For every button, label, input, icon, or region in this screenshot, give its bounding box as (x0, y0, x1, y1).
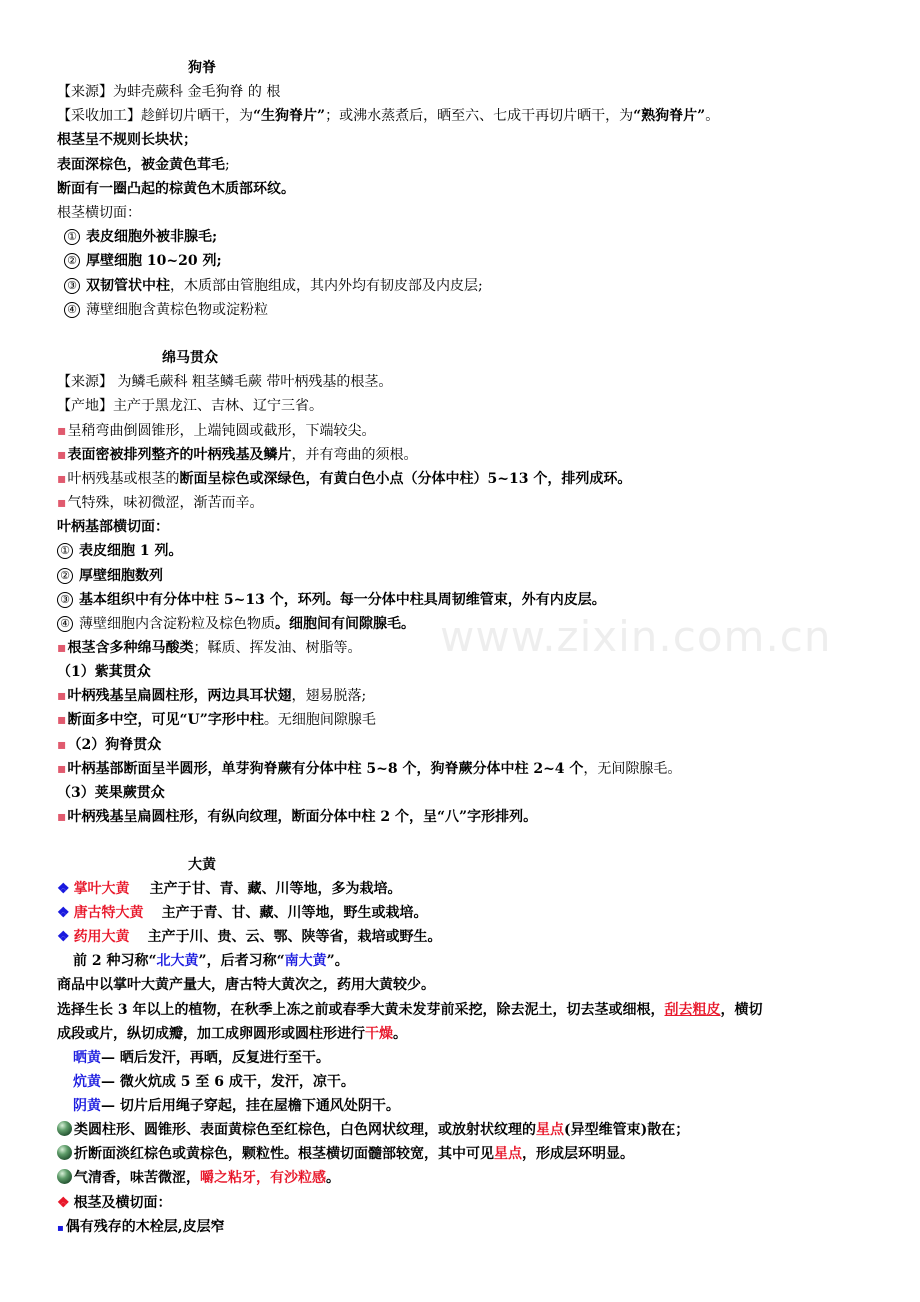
text: 基本组织中有分体中柱 5~13 个，环列。每一分体中柱具周韧维管束，外有内皮层。 (79, 592, 606, 608)
sphere-bullet-icon (57, 1121, 72, 1136)
watermark: www.zixin.com.cn (440, 612, 832, 661)
text: — 切片后用绳子穿起，挂在屋檐下通风处阴干。 (101, 1098, 400, 1114)
term: “生狗脊片” (253, 108, 326, 124)
text: 根茎含多种绵马酸类 (67, 640, 194, 656)
goji-shape-line: 根茎呈不规则长块状； (57, 132, 197, 148)
label: 【来源】 (57, 84, 113, 100)
bullet-icon: ▪ (57, 712, 67, 728)
text: 厚壁细胞数列 (79, 568, 163, 584)
bullet-icon: ▪ (57, 737, 67, 753)
bullet-icon: ▪ (57, 471, 67, 487)
sphere-bullet-icon (57, 1145, 72, 1160)
sphere-bullet-icon (57, 1169, 72, 1184)
mianma-item-4 (57, 614, 415, 634)
bullet-icon: ▪ (57, 423, 67, 439)
bullet-icon: ▪ (57, 688, 67, 704)
term: 干燥 (365, 1026, 393, 1042)
text: 。细胞间有间隙腺毛。 (275, 616, 415, 632)
text: 类圆柱形、圆锥形、表面黄棕色至红棕色，白色网状纹理，或放射状纹理的 (74, 1122, 536, 1138)
text: 选择生长 3 年以上的植物，在秋季上冻之前或春季大黄未发芽前采挖，除去泥土，切去茎或细根， (57, 1002, 665, 1018)
species-name: 唐古特大黄 (73, 905, 144, 921)
section-title-goji: 狗脊 (188, 60, 216, 76)
term: “熟狗脊片” (633, 108, 706, 124)
text: 。 (326, 1170, 340, 1186)
label: 【产地】 (57, 398, 113, 414)
diamond-bullet-icon: ❖ (57, 929, 70, 945)
text: 成段或片，纵切成瓣，加工成卵圆形或圆柱形进行 (57, 1026, 365, 1042)
mianma-bullet-8 (57, 759, 681, 779)
text: 主产于川、贵、云、鄂、陕等省，栽培或野生。 (147, 929, 442, 945)
text: 表面密被排列整齐的叶柄残基及鳞片 (67, 447, 292, 463)
dahuang-drying-3 (73, 1096, 400, 1116)
square-bullet-icon: ▪ (57, 1223, 64, 1234)
text: 呈稍弯曲倒圆锥形，上端钝圆或截形，下端较尖。 (67, 423, 376, 439)
text: 主产于青、甘、藏、川等地，野生或栽培。 (161, 905, 428, 921)
mianma-origin-line (57, 396, 323, 416)
term: 炕黄 (73, 1074, 101, 1090)
circled-number: ④ (64, 302, 80, 318)
text: 双韧管状中柱 (86, 278, 170, 294)
text: 表皮细胞 1 列。 (79, 543, 183, 559)
text: 断面呈棕色或深绿色，有黄白色小点（分体中柱）5~13 个，排列成环。 (179, 471, 632, 487)
text: ; (225, 157, 230, 173)
text: (异型维管束)散在； (564, 1122, 690, 1138)
text: ，无间隙腺毛。 (583, 761, 682, 777)
goji-cross-section-title: 根茎横切面： (57, 205, 141, 221)
text: ”。 (326, 953, 349, 969)
circled-number: ① (57, 543, 73, 559)
text: ，并有弯曲的须根。 (291, 447, 418, 463)
bullet-icon: ▪ (57, 640, 67, 656)
term: 南大黄 (284, 953, 327, 969)
term: 刮去粗皮 (664, 1002, 721, 1018)
term: 星点 (536, 1122, 564, 1138)
text: （2）狗脊贯众 (67, 737, 162, 753)
diamond-bullet-icon: ❖ (57, 1195, 70, 1211)
mianma-bullet-3 (57, 469, 631, 489)
mianma-item-3 (57, 590, 606, 610)
term: 北大黄 (156, 953, 199, 969)
text: 叶柄基部断面呈半圆形，单芽狗脊蕨有分体中柱 5~8 个，狗脊蕨分体中柱 2~4 个 (67, 761, 584, 777)
text: 趁鲜切片晒干，为 (141, 108, 253, 124)
mianma-bullet-4 (57, 493, 264, 513)
dahuang-species-3 (57, 927, 442, 947)
goji-item-3 (64, 276, 483, 296)
label: 【来源】 (57, 374, 113, 390)
species-name: 掌叶大黄 (73, 881, 130, 897)
text: 表面深棕色，被金黄色茸毛 (57, 157, 225, 173)
text: 气清香，味苦微涩， (74, 1170, 200, 1186)
goji-surface-line (57, 155, 230, 175)
text: ；鞣质、挥发油、树脂等。 (193, 640, 362, 656)
goji-item-2 (64, 251, 222, 271)
dahuang-naming-line (73, 951, 349, 971)
goji-source-line (57, 82, 280, 102)
mianma-bullet-7 (57, 710, 376, 730)
term: 星点 (494, 1146, 522, 1162)
text: 。无细胞间隙腺毛 (263, 712, 376, 728)
text: 薄壁细胞含黄棕色物或淀粉粒 (86, 302, 268, 318)
text: 断面多中空，可见“U”字形中柱 (67, 712, 264, 728)
dahuang-harvest-line-1 (57, 1000, 763, 1020)
text: 。 (705, 108, 720, 124)
text: 为鳞毛蕨科 粗茎鳞毛蕨 带叶柄残基的根茎。 (113, 374, 393, 390)
text: 气特殊，味初微涩，渐苦而辛。 (67, 495, 264, 511)
text: 。 (393, 1026, 407, 1042)
mianma-source-line (57, 372, 392, 392)
dahuang-feature-2 (57, 1144, 634, 1164)
dahuang-cross-section-item (57, 1217, 225, 1239)
circled-number: ② (57, 568, 73, 584)
dahuang-feature-3 (57, 1168, 340, 1188)
text: ，横切 (720, 1002, 763, 1018)
mianma-bullet-5 (57, 638, 362, 658)
mianma-bullet-2 (57, 445, 418, 465)
bullet-icon: ▪ (57, 495, 67, 511)
dahuang-production-line: 商品中以掌叶大黄产量大，唐古特大黄次之，药用大黄较少。 (57, 977, 435, 993)
goji-item-4 (64, 300, 268, 320)
diamond-bullet-icon: ❖ (57, 881, 70, 897)
goji-processing-line (57, 106, 719, 126)
subsection-jiaguojueguanzhong: （3）荚果蕨贯众 (57, 785, 165, 801)
subsection-zijiguanzhong: （1）紫萁贯众 (57, 664, 151, 680)
term: 阴黄 (73, 1098, 101, 1114)
text: ，翅易脱落; (291, 688, 367, 704)
text: 根茎及横切面： (73, 1195, 172, 1211)
dahuang-species-2 (57, 903, 428, 923)
text: 厚壁细胞 10~20 列; (86, 253, 222, 269)
circled-number: ② (64, 253, 80, 269)
circled-number: ④ (57, 616, 73, 632)
section-title-mianma: 绵马贯众 (162, 350, 218, 366)
diamond-bullet-icon: ❖ (57, 905, 70, 921)
mianma-cross-section-title: 叶柄基部横切面： (57, 519, 169, 535)
dahuang-drying-1 (73, 1048, 330, 1068)
bullet-icon: ▪ (57, 447, 67, 463)
bullet-icon: ▪ (57, 761, 67, 777)
text: 叶柄残基呈扁圆柱形，两边具耳状翅 (67, 688, 292, 704)
dahuang-drying-2 (73, 1072, 355, 1092)
term: 嚼之粘牙，有沙粒感 (200, 1170, 326, 1186)
text: 前 2 种习称“ (73, 953, 157, 969)
species-name: 药用大黄 (73, 929, 130, 945)
circled-number: ③ (57, 592, 73, 608)
goji-item-1 (64, 227, 217, 247)
mianma-item-2 (57, 566, 163, 586)
text: — 晒后发汗，再晒，反复进行至干。 (101, 1050, 330, 1066)
text: 叶柄残基或根茎的 (67, 471, 180, 487)
text: ”，后者习称“ (198, 953, 285, 969)
mianma-bullet-1 (57, 421, 376, 441)
text: 偶有残存的木栓层,皮层窄 (65, 1219, 225, 1235)
dahuang-species-1 (57, 879, 402, 899)
dahuang-feature-1 (57, 1120, 689, 1140)
text: 主产于黑龙江、吉林、辽宁三省。 (113, 398, 323, 414)
text: ；或沸水蒸煮后，晒至六、七成干再切片晒干，为 (325, 108, 634, 124)
goji-section-line: 断面有一圈凸起的棕黄色木质部环纹。 (57, 181, 295, 197)
text: — 微火炕成 5 至 6 成干，发汗，凉干。 (101, 1074, 355, 1090)
text: 叶柄残基呈扁圆柱形，有纵向纹理，断面分体中柱 2 个，呈“八”字形排列。 (67, 809, 538, 825)
text: 薄壁细胞内含淀粉粒及棕色物质 (79, 616, 275, 632)
section-title-dahuang: 大黄 (188, 857, 216, 873)
text: 主产于甘、青、藏、川等地，多为栽培。 (149, 881, 402, 897)
text: 为蚌壳蕨科 金毛狗脊 的 根 (113, 84, 281, 100)
circled-number: ③ (64, 278, 80, 294)
mianma-bullet-9 (57, 807, 537, 827)
subsection-gojiguanzhong (57, 735, 161, 755)
label: 【采收加工】 (57, 108, 141, 124)
term: 晒黄 (73, 1050, 101, 1066)
mianma-bullet-6 (57, 686, 366, 706)
text: 折断面淡红棕色或黄棕色，颗粒性。根茎横切面髓部较宽，其中可见 (74, 1146, 494, 1162)
dahuang-harvest-line-2 (57, 1024, 407, 1044)
bullet-icon: ▪ (57, 809, 67, 825)
mianma-item-1 (57, 541, 183, 561)
text: 表皮细胞外被非腺毛; (86, 229, 218, 245)
circled-number: ① (64, 229, 80, 245)
dahuang-cross-section-title (57, 1193, 172, 1213)
text: ，木质部由管胞组成，其内外均有韧皮部及内皮层; (170, 278, 483, 294)
text: ，形成层环明显。 (522, 1146, 634, 1162)
